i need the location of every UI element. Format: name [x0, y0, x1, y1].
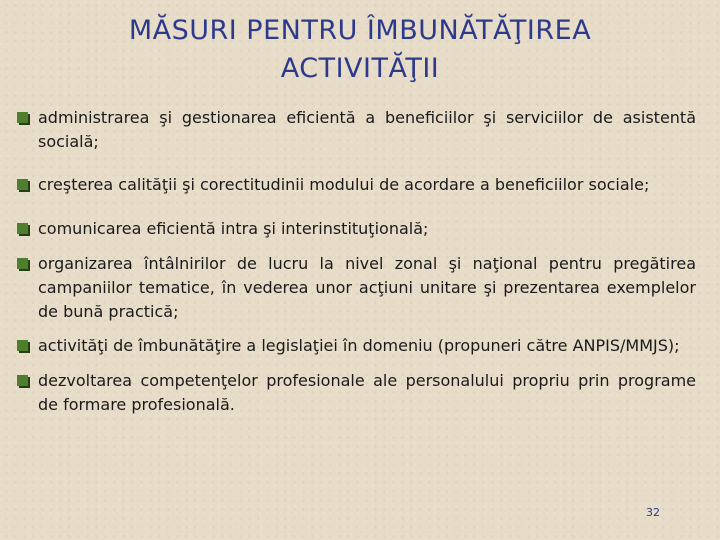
square-bullet-icon [17, 223, 28, 234]
square-bullet-icon [17, 375, 28, 386]
bullet-list [16, 106, 696, 417]
list-item-text: activităţi de îmbunătăţire a legislaţiei în domeniu (propuneri către ANPIS/MMJS); [38, 336, 680, 355]
list-item [16, 173, 696, 197]
list-item [16, 369, 696, 417]
list-item-text: administrarea şi gestionarea eficientă a beneficiilor şi serviciilor de asistentă socială; [38, 108, 696, 151]
square-bullet-icon [17, 179, 28, 190]
list-item [16, 252, 696, 324]
list-item-text: comunicarea eficientă intra şi interinstituţională; [38, 219, 429, 238]
list-item-text: dezvoltarea competenţelor profesionale ale personalului propriu prin programe de formare profesională. [38, 371, 696, 414]
square-bullet-icon [17, 258, 28, 269]
list-item [16, 217, 696, 241]
slide-title [40, 12, 680, 88]
page-number: 32 [646, 506, 660, 519]
list-item [16, 106, 696, 154]
list-item-text: creşterea calităţii şi corectitudinii modului de acordare a beneficiilor sociale; [38, 175, 650, 194]
square-bullet-icon [17, 112, 28, 123]
square-bullet-icon [17, 340, 28, 351]
list-item [16, 334, 696, 358]
slide-title-line-1: MĂSURI PENTRU ÎMBUNĂTĂŢIREA [128, 15, 592, 46]
list-item-text: organizarea întâlnirilor de lucru la nivel zonal şi naţional pentru pregătirea campaniilor tematice, în vederea unor acţiuni unitare şi prezentarea exemplelor de bună practică; [38, 254, 696, 321]
slide-title-line-2: ACTIVITĂŢII [280, 53, 440, 84]
